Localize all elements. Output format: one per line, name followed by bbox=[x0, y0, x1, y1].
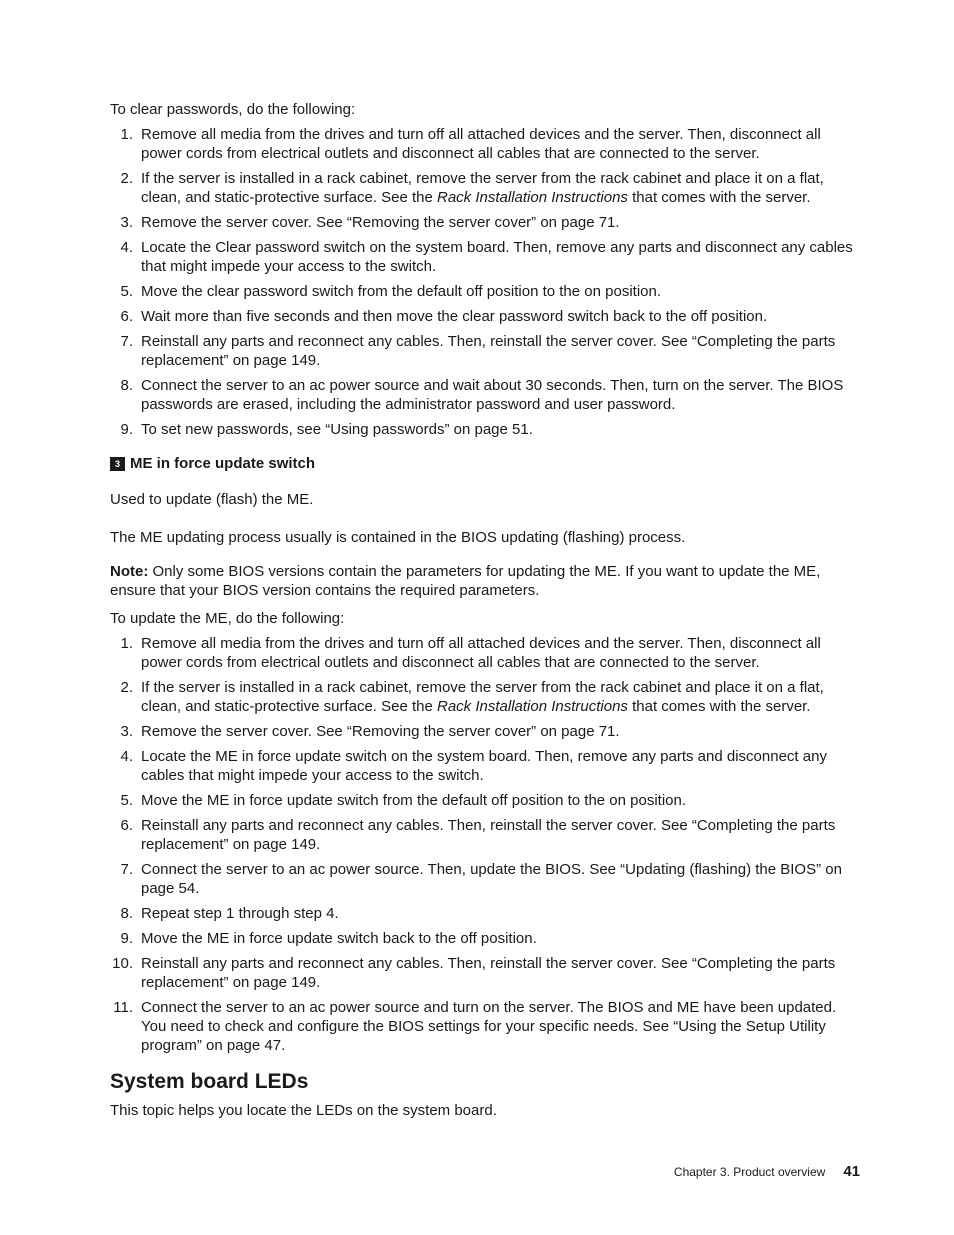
list-item: 3. Remove the server cover. See “Removing the server cover” on page 71. bbox=[120, 214, 620, 231]
me-para-2: The ME updating process usually is contained in the BIOS updating (flashing) process. bbox=[110, 529, 686, 546]
list-item: 2. If the server is installed in a rack cabinet, remove the server from the rack cabinet and place it on a flat, clean, and static-protective surface. See the Rack Installation Instructions that comes with the server. bbox=[120, 170, 824, 206]
list-item: 8. Repeat step 1 through step 4. bbox=[120, 905, 339, 922]
me-switch-heading-text: ME in force update switch bbox=[130, 455, 316, 472]
update-me-intro: To update the ME, do the following: bbox=[110, 610, 345, 627]
page-number: 41 bbox=[843, 1163, 860, 1180]
page-footer bbox=[674, 1163, 860, 1180]
list-item: 9. Move the ME in force update switch back to the off position. bbox=[120, 930, 537, 947]
update-me-steps bbox=[110, 634, 862, 1055]
clear-passwords-steps bbox=[110, 125, 862, 439]
document-page bbox=[110, 100, 862, 1120]
list-item: 11. Connect the server to an ac power source and turn on the server. The BIOS and ME have been updated. You need to check and configure the BIOS settings for your specific needs. See “Using the Setup Utility program” on page 47. bbox=[113, 999, 837, 1054]
list-item: 3. Remove the server cover. See “Removing the server cover” on page 71. bbox=[120, 723, 620, 740]
list-item: 4. Locate the ME in force update switch on the system board. Then, remove any parts and disconnect any cables that might impede your access to the switch. bbox=[120, 748, 827, 784]
list-item: 6. Wait more than five seconds and then move the clear password switch back to the off position. bbox=[120, 308, 768, 325]
system-board-leds-title: System board LEDs bbox=[110, 1070, 309, 1093]
list-item: 6. Reinstall any parts and reconnect any cables. Then, reinstall the server cover. See “Completing the parts replacement” on page 149. bbox=[120, 817, 836, 853]
callout-number-badge: 3 bbox=[110, 457, 125, 471]
list-item: 4. Locate the Clear password switch on the system board. Then, remove any parts and disconnect any cables that might impede your access to the switch. bbox=[120, 239, 853, 275]
clear-passwords-intro: To clear passwords, do the following: bbox=[110, 101, 356, 118]
note-text: Only some BIOS versions contain the parameters for updating the ME. If you want to update the ME, ensure that your BIOS version contains the required parameters. bbox=[110, 563, 821, 599]
list-item: 7. Connect the server to an ac power source. Then, update the BIOS. See “Updating (flashing) the BIOS” on page 54. bbox=[120, 861, 842, 897]
note-label: Note: bbox=[110, 563, 149, 580]
me-note bbox=[110, 562, 862, 600]
list-item: 5. Move the clear password switch from the default off position to the on position. bbox=[120, 283, 662, 300]
list-item: 9. To set new passwords, see “Using passwords” on page 51. bbox=[120, 421, 533, 438]
list-item: 1. Remove all media from the drives and turn off all attached devices and the server. Then, disconnect all power cords from electrical outlets and disconnect all cables that are connected to the server. bbox=[120, 126, 821, 162]
footer-chapter: Chapter 3. Product overview bbox=[673, 1165, 826, 1179]
system-board-leds-intro: This topic helps you locate the LEDs on the system board. bbox=[110, 1102, 497, 1119]
list-item: 5. Move the ME in force update switch from the default off position to the on position. bbox=[120, 792, 687, 809]
list-item: 8. Connect the server to an ac power source and wait about 30 seconds. Then, turn on the server. The BIOS passwords are erased, including the administrator password and user password. bbox=[120, 377, 844, 413]
list-item: 1. Remove all media from the drives and turn off all attached devices and the server. Then, disconnect all power cords from electrical outlets and disconnect all cables that are connected to the server. bbox=[120, 635, 821, 671]
list-item: 7. Reinstall any parts and reconnect any cables. Then, reinstall the server cover. See “Completing the parts replacement” on page 149. bbox=[120, 333, 836, 369]
me-para-1: Used to update (flash) the ME. bbox=[110, 491, 314, 508]
list-item: 2. If the server is installed in a rack cabinet, remove the server from the rack cabinet and place it on a flat, clean, and static-protective surface. See the Rack Installation Instructions that comes with the server. bbox=[120, 679, 824, 715]
list-item: 10. Reinstall any parts and reconnect any cables. Then, reinstall the server cover. See “Completing the parts replacement” on page 149. bbox=[112, 955, 836, 991]
me-switch-heading bbox=[110, 454, 862, 473]
